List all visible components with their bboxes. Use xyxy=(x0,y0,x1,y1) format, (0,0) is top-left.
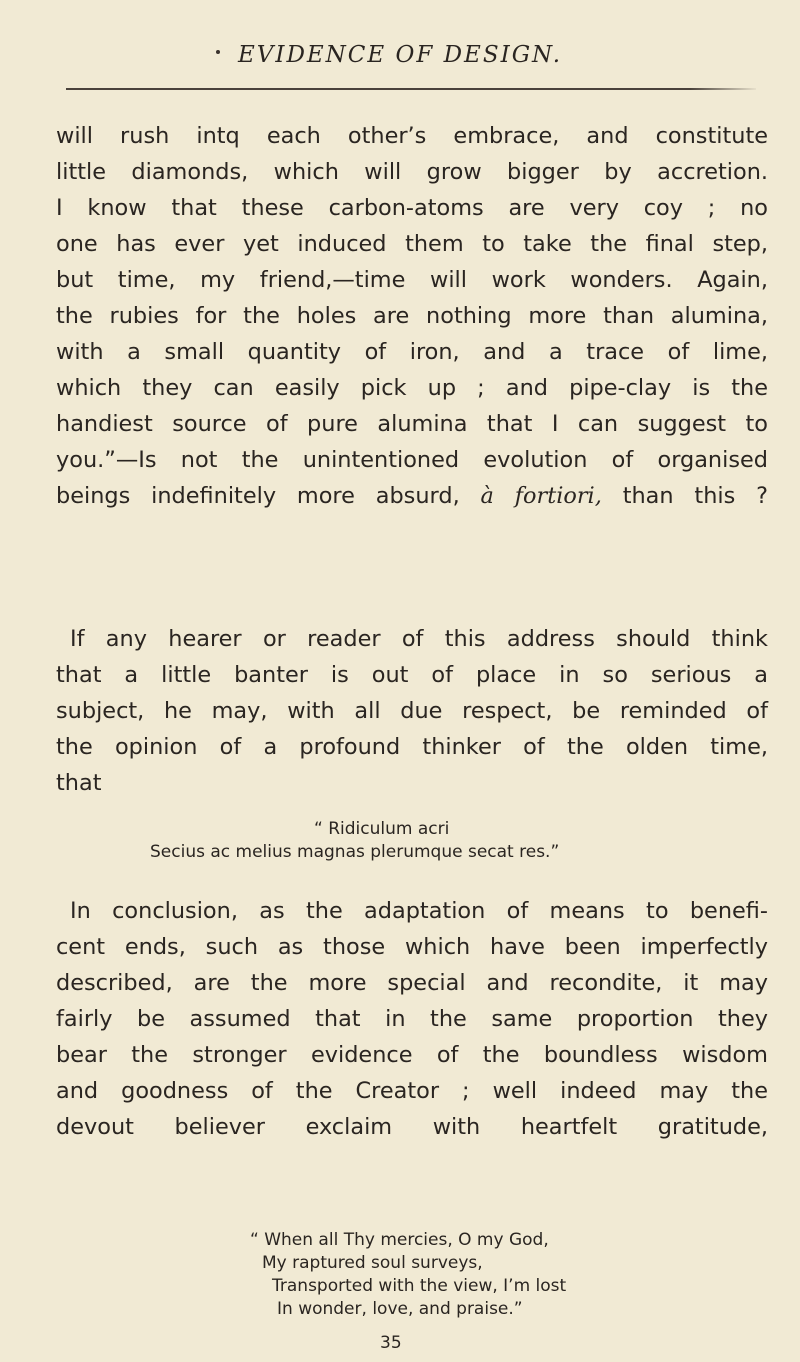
paragraph-2 xyxy=(56,621,768,801)
text-line: and goodness of the Creator ; well indeed may the xyxy=(56,1078,768,1104)
header-rule xyxy=(66,88,756,90)
text-line: the rubies for the holes are nothing more than alumina, xyxy=(56,303,768,329)
text-line: fairly be assumed that in the same proportion they xyxy=(56,1006,768,1032)
quote-line: My raptured soul surveys, xyxy=(262,1253,483,1273)
quote-line: “ When all Thy mercies, O my God, xyxy=(250,1230,549,1250)
text-line: with a small quantity of iron, and a trace of lime, xyxy=(56,339,768,365)
text-line: devout believer exclaim with heartfelt gratitude, xyxy=(56,1114,768,1140)
text-line: cent ends, such as those which have been imperfectly xyxy=(56,934,768,960)
running-header: EVIDENCE OF DESIGN. xyxy=(237,42,563,68)
text-line: will rush intq each other’s embrace, and constitute xyxy=(56,123,768,149)
text-line: that a little banter is out of place in so serious a xyxy=(56,662,768,688)
paragraph-3 xyxy=(56,893,768,1145)
text-line: the opinion of a profound thinker of the olden time, xyxy=(56,734,768,760)
italic-phrase: à fortiori, xyxy=(480,483,602,509)
paragraph-1 xyxy=(56,118,768,514)
text-line: handiest source of pure alumina that I can suggest to xyxy=(56,411,768,437)
text-line: but time, my friend,—time will work wonders. Again, xyxy=(56,267,768,293)
text-line-with-italic: beings indefinitely more absurd, à fortiori, than this ? xyxy=(56,483,769,509)
text-line: one has ever yet induced them to take the final step, xyxy=(56,231,768,257)
text-line: which they can easily pick up ; and pipe-clay is the xyxy=(56,375,768,401)
text-line: subject, he may, with all due respect, be reminded of xyxy=(56,698,768,724)
text-line: that xyxy=(56,770,102,796)
text-line: little diamonds, which will grow bigger by accretion. xyxy=(56,159,768,185)
page-number: 35 xyxy=(380,1333,402,1353)
text-line: In conclusion, as the adaptation of means to benefi- xyxy=(70,898,768,924)
quote-line: In wonder, love, and praise.” xyxy=(277,1299,523,1319)
quote-line: Transported with the view, I’m lost xyxy=(272,1276,567,1296)
quote-line: “ Ridiculum acri xyxy=(314,819,450,839)
text-line: bear the stronger evidence of the boundless wisdom xyxy=(56,1042,768,1068)
text-line: If any hearer or reader of this address should think xyxy=(70,626,768,652)
text-line: you.”—Is not the unintentioned evolution of organised xyxy=(56,447,768,473)
text-line: I know that these carbon-atoms are very coy ; no xyxy=(56,195,768,221)
text-line: described, are the more special and recondite, it may xyxy=(56,970,768,996)
quote-line: Secius ac melius magnas plerumque secat res.” xyxy=(150,842,560,862)
